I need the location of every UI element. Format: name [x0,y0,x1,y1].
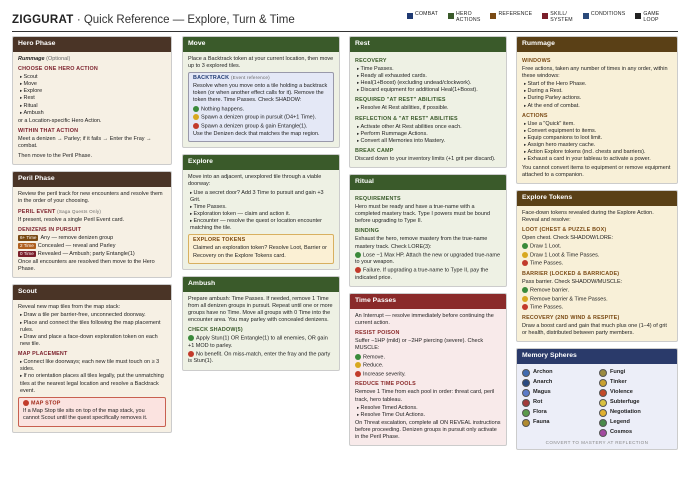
sphere-item: Legend [599,419,672,427]
sphere-item: Rot [522,399,595,407]
legend-swatch [407,13,413,19]
fail-icon [355,267,361,273]
ambush-card: Ambush Prepare ambush: Time Passes. If needed, remove 1 Time from all denizen groups in pursuit. Repeat until one or more groups have no Time. Move all groups with 0 Time into the encounter area. You may parley with concealed denizens. CHECK SHADOW(5) Apply Stun(1) OR Entangle(1) to all enemies, OR gain +1 MOD to parley. No benefit. On miss-match, enter the fray and the party is Stun(1). [182,276,340,371]
stop-icon [23,400,29,406]
sphere-item: Cosmos [599,429,672,437]
legend-swatch [448,13,454,19]
success-icon [188,335,194,341]
sphere-icon [522,379,530,387]
sphere-icon [599,429,607,437]
sphere-icon [599,369,607,377]
partial-icon [355,362,361,368]
sphere-icon [599,419,607,427]
sphere-list [522,369,672,437]
hero-phase-card: Hero Phase Rummage (Optional) CHOOSE ONE HERO ACTION ▸ Scout ▸ Move ▸ Explore ▸ Rest ▸ Ritual ▸ Ambush or a Location-specific Hero Action. WITHIN THAT ACTION Meet a denizen → Parley; if it fails → Enter the Fray → combat. Then move to the Peril Phase. [12,36,172,165]
rummage-card: Rummage WINDOWS Free actions, taken any number of times in any order, within these windows: ▸ Start of the Hero Phase. ▸ During a Rest. ▸ During Parley actions. ▸ At the end of combat. ACTIONS ▸ Use a "Quick" item. ▸ Convert equipment to items. ▸ Equip companions to loot limit. ▸ Assign hero mastery cache. ▸ Action Explore tokens (incl. chests and barriers). ▸ Exhaust a card in your tableau to activate a power. You cannot convert items to equipment or remove equipment attached to a companion. [516,36,678,184]
backtrack-box: BACKTRACK (Event reference) Resolve when you move onto a tile holding a backtrack token (or when another effect calls for it). Remove the token there. Time Passes. Check SHADOW: Nothing happens. Spawn a denizen group in pursuit (D4+1 Time). Spawn a denizen group & gain Entangle(1). Use the Denizen deck that matches the map region. [188,72,334,142]
success-icon [193,106,199,112]
explore-card: Explore Move into an adjacent, unexplored tile through a viable doorway: ▸ Use a secret door? Add 3 Time to pursuit and gain +3 Grit. ▸ Time Passes. ▸ Exploration token — claim and action it. ▸ Encounter — resolve the quest or location encounter matching the tile. EXPLORE TOKENS Claimed an exploration token? Resolve Loot, Barrier or Recovery on the Explore Tokens card. [182,154,340,269]
header [12,10,678,32]
sphere-icon [522,389,530,397]
legend-item: COMBAT [407,12,438,19]
fail-icon [188,351,194,357]
success-icon [355,354,361,360]
explore-tokens-card: Explore Tokens Face-down tokens revealed during the Explore Action. Reveal and resolve: LOOT (CHEST & PUZZLE BOX) Open chest. Check SHADOW/LORE: Draw 1 Loot. Draw 1 Loot & Time Passes. Time Passes. BARRIER (LOCKED & BARRICADE) Pass barrier. Check SHADOW/MUSCLE: Remove barrier. Remove barrier & Time Passes. Time Passes. RECOVERY (2ND WIND & RESPITE) Draw a boost card and gain that much plus one (1–4) of grit or health, distributed between party members. [516,190,678,342]
move-card: Move Place a Backtrack token at your current location, then move up to 3 explored tiles. BACKTRACK (Event reference) Resolve when you move onto a tile holding a backtrack token (or when another effect calls for it). Remove the token there. Time Passes. Check SHADOW: Nothing happens. Spawn a denizen group in pursuit (D4+1 Time). Spawn a denizen group & gain Entangle(1). Use the Denizen deck that matches the map region. [182,36,340,148]
sphere-item: Fauna [522,419,595,427]
legend-item: GAME LOOP [635,12,659,24]
sphere-item: Fungi [599,369,672,377]
sphere-icon [599,389,607,397]
sphere-icon [599,409,607,417]
hero-action-list: ▸ Scout ▸ Move ▸ Explore ▸ Rest ▸ Ritual ▸ Ambush [20,74,166,117]
legend-item: REFERENCE [490,12,532,19]
sphere-icon [522,409,530,417]
legend-item: CONDITIONS [583,12,626,19]
column-4 [516,36,678,456]
legend-swatch [635,13,641,19]
partial-icon [193,114,199,120]
legend-item: SKILL/ SYSTEM [542,12,573,24]
page-title: ZIGGURAT · Quick Reference — Explore, Turn & Time [12,14,295,26]
column-1 [12,36,172,439]
column-3 [349,36,507,452]
legend [407,12,667,24]
sphere-icon [522,369,530,377]
column-2 [182,36,340,377]
sphere-item: Magus [522,389,595,397]
rest-card: Rest RECOVERY ▸ Time Passes. ▸ Ready all exhausted cards. ▸ Heal(1+Boost) (excluding undead/clockwork). ▸ Discard equipment for additional Heal(1+Boost). REQUIRED "AT REST" ABILITIES ▸ Resolve At Rest abilities, if possible. REFLECTION & "AT REST" ABILITIES ▸ Activate other At Rest abilities once each. ▸ Perform Rummage Actions. ▸ Convert all Memories into Mastery. BREAK CAMP Discard down to your inventory limits (+1 grit per discard). [349,36,507,168]
success-icon [355,252,361,258]
sphere-item: Violence [599,389,672,397]
ritual-card: Ritual REQUIREMENTS Hero must be ready and have a true-name with a completed mastery track. Type I powers must be bound before upgrading to Type II. BINDING Exhaust the hero, remove mastery from the true-name mastery track. Check LORE(3): Lose −1 Max HP. Attach the new or upgraded true-name to your weapon. Failure. If upgrading a true-name to Type II, pay the indicated price. [349,174,507,287]
time-passes-card: Time Passes An Interrupt — resolve immediately before continuing the current action. RESIST POISON Suffer −1HP (mild) or −2HP piercing (severe). Check MUSCLE: Remove. Reduce. Increase severity. REDUCE TIME POOLS Remove 1 Time from each pool in order: threat card, peril track, hero tableau. ▸ Resolve Timed Actions. ▸ Resolve Time Out Actions. On Threat escalation, complete all ON REVEAL instructions before proceeding. Denizen groups in pursuit only activate in the Peril Phase. [349,293,507,446]
sphere-item: Archon [522,369,595,377]
sphere-item: Tinker [599,379,672,387]
legend-swatch [583,13,589,19]
peril-phase-card: Peril Phase Review the peril track for new encounters and resolve them in the order of your choosing. PERIL EVENT (Saga Quests Only) If present, resolve a single Peril Event card. DENIZENS IN PURSUIT 6+ Time Any — remove denizen group 2 Time Concealed — reveal and Parley 0 Time Revealed — Ambush; party Entangle(1) Once all encounters are resolved then move to the Hero Phase. [12,171,172,278]
memory-spheres-card: Memory Spheres Archon Fungi Anarch Tinker Magus Violence Rot Subterfuge Flora Negotiation Fauna Legend Cosmos CONVERT TO MASTERY AT REFLECTION [516,348,678,450]
legend-swatch [542,13,548,19]
fail-icon [355,371,361,377]
sphere-item [522,429,595,437]
sphere-icon [599,399,607,407]
legend-swatch [490,13,496,19]
scout-card: Scout Reveal new map tiles from the map stack: ▸ Draw a tile per barrier-free, unconnected doorway. ▸ Place and connect the tiles following the map placement rules. ▸ Draw and place a face-down exploration token on each new tile. MAP PLACEMENT ▸ Connect like doorways; each new tile must touch on ≥ 3 sides. ▸ If no orientation places all tiles legally, put the unmatching tiles at the nearest legal location and resolve a Backtrack event. MAP STOP If a Map Stop tile sits on top of the map stack, you cannot Scout until the quest specifically removes it. [12,284,172,432]
legend-item: HERO ACTIONS [448,12,480,24]
sphere-icon [522,419,530,427]
sphere-item: Negotiation [599,409,672,417]
sphere-icon [522,399,530,407]
sphere-item: Subterfuge [599,399,672,407]
sphere-item: Flora [522,409,595,417]
card-title: Hero Phase [13,37,171,52]
fail-icon [193,123,199,129]
sphere-item: Anarch [522,379,595,387]
sphere-icon [599,379,607,387]
map-stop-box: MAP STOP If a Map Stop tile sits on top of the map stack, you cannot Scout until the quest specifically removes it. [18,397,166,427]
